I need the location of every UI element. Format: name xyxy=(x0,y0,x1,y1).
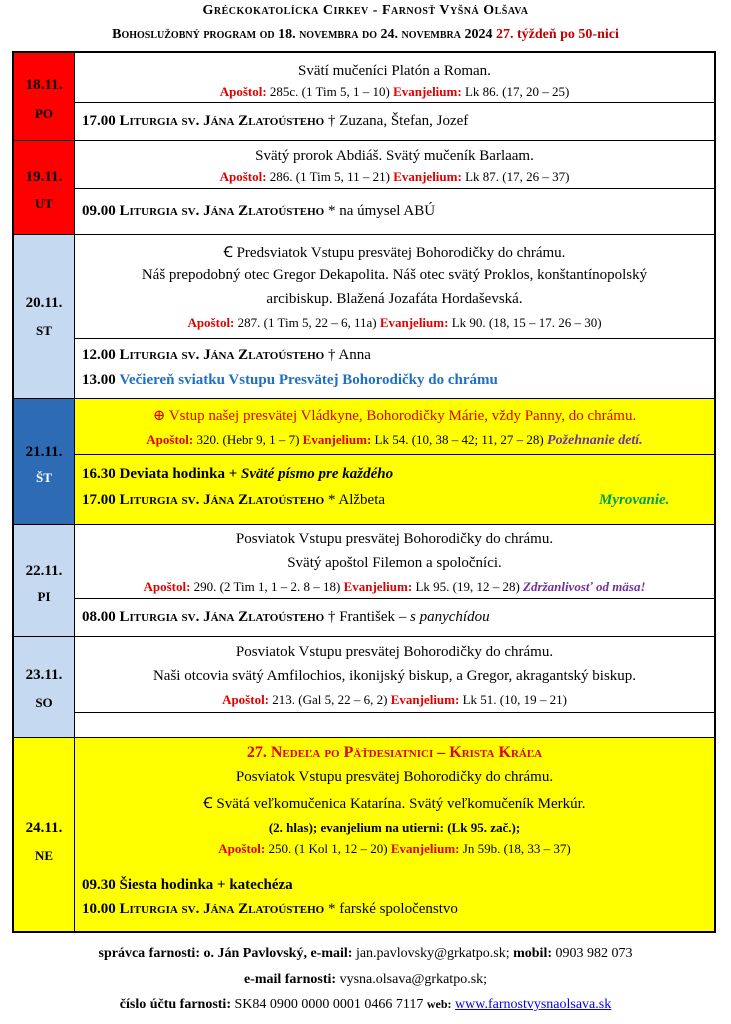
readings: Apoštol: 286. (1 Tim 5, 11 – 21) Evanjelium: Lk 87. (17, 26 – 37) xyxy=(219,169,570,184)
footer-admin-line: správca farnosti: o. Ján Pavlovský, e-mail: jan.pavlovsky@grkatpo.sk; mobil: 0903 982 073 xyxy=(98,946,633,961)
day-of-week: ST xyxy=(36,323,52,338)
service-row-18 xyxy=(75,103,714,141)
service-line-2: 13.00 Večiereň sviatku Vstupu Presvätej Bohorodičky do chrámu xyxy=(82,372,498,388)
service-row-19 xyxy=(75,189,714,235)
date: 20.11. xyxy=(25,295,63,311)
readings: Apoštol: 290. (2 Tim 1, 1 – 2. 8 – 18) Evanjelium: Lk 95. (19, 12 – 28) Zdržanlivosť od mäsa! xyxy=(143,579,646,594)
readings: Apoštol: 287. (1 Tim 5, 22 – 6, 11a) Evanjelium: Lk 90. (18, 15 – 17. 26 – 30) xyxy=(187,315,602,330)
header-title: Gréckokatolícka Cirkev - Farnosť Vyšná Olšava xyxy=(202,3,529,18)
feast-text: Svätí mučeníci Platón a Roman. xyxy=(298,63,491,79)
feast-row-24 xyxy=(75,738,714,931)
day-of-week: NE xyxy=(34,848,54,863)
date-cell-20 xyxy=(14,235,75,399)
service-line: 08.00 Liturgia sv. Jána Zlatoústeho † František – s panychídou xyxy=(82,609,490,625)
day-of-week: ŠT xyxy=(36,470,52,485)
feast-row-22 xyxy=(75,525,714,599)
service-line: 09.00 Liturgia sv. Jána Zlatoústeho * na úmysel ABÚ xyxy=(82,203,436,219)
readings: Apoštol: 213. (Gal 5, 22 – 6, 2) Evanjelium: Lk 51. (10, 19 – 21) xyxy=(222,692,567,707)
feast-text: Svätý prorok Abdiáš. Svätý mučeník Barlaam. xyxy=(255,148,534,164)
feast-row-23 xyxy=(75,637,714,713)
day-of-week: PI xyxy=(37,589,51,604)
parish-email[interactable]: vysna.olsava@grkatpo.sk; xyxy=(339,972,488,987)
feast-text-1: Posviatok Vstupu presvätej Bohorodičky do chrámu. xyxy=(235,531,554,547)
myrovanie-note: Myrovanie. xyxy=(599,492,670,508)
service-line: 17.00 Liturgia sv. Jána Zlatoústeho † Zuzana, Štefan, Jozef xyxy=(82,113,469,129)
feast-text-2: Naši otcovia svätý Amfilochios, ikonijský biskup, a Gregor, akragantský biskup. xyxy=(152,668,637,684)
service-row-22 xyxy=(75,599,714,637)
feast-row-21 xyxy=(75,399,714,455)
readings: Apoštol: 320. (Hebr 9, 1 – 7) Evanjelium: Lk 54. (10, 38 – 42; 11, 27 – 28) Požehnanie detí. xyxy=(146,432,643,448)
footer-account-line: číslo účtu farnosti: SK84 0900 0000 0001 0466 7117 web: www.farnostvysnaolsava.sk xyxy=(119,997,612,1012)
feast-text-1: Ꞓ Predsviatok Vstupu presvätej Bohorodičky do chrámu. xyxy=(223,245,566,261)
date: 24.11. xyxy=(25,820,63,836)
web-link[interactable]: www.farnostvysnaolsava.sk xyxy=(455,997,612,1012)
feast-text-3: arcibiskup. Blažená Jozafáta Hordaševská. xyxy=(266,291,523,307)
schedule-table xyxy=(12,51,716,933)
program-range: Bohoslužobný program od 18. novembra do 24. novembra 2024 xyxy=(112,27,493,42)
readings: Apoštol: 250. (1 Kol 1, 12 – 20) Evanjelium: Jn 59b. (18, 33 – 37) xyxy=(218,841,571,856)
footer-email-line: e-mail farnosti: vysna.olsava@grkatpo.sk; xyxy=(243,972,488,987)
date: 23.11. xyxy=(25,667,63,683)
date-cell-23 xyxy=(14,637,75,738)
feast-text: ⊕ Vstup našej presvätej Vládkyne, Bohorodičky Márie, vždy Panny, do chrámu. xyxy=(152,408,637,424)
feast-row-18 xyxy=(75,53,714,103)
admin-email[interactable]: jan.pavlovsky@grkatpo.sk; xyxy=(355,946,510,961)
date: 18.11. xyxy=(25,77,63,93)
feast-text-2: Náš prepodobný otec Gregor Dekapolita. Náš otec svätý Proklos, konštantínopolský xyxy=(141,267,648,283)
feast-text-1: Posviatok Vstupu presvätej Bohorodičky do chrámu. xyxy=(235,769,554,785)
service-row-21 xyxy=(75,455,714,525)
date-cell-22 xyxy=(14,525,75,637)
service-line-1: 16.30 Deviata hodinka + Sväté písmo pre každého xyxy=(82,466,394,482)
date-cell-24 xyxy=(14,738,75,931)
service-line-1: 12.00 Liturgia sv. Jána Zlatoústeho † Anna xyxy=(82,347,371,363)
service-line-1: 09.30 Šiesta hodinka + katechéza xyxy=(82,877,293,893)
date-cell-18 xyxy=(14,53,75,141)
feast-text-1: Posviatok Vstupu presvätej Bohorodičky do chrámu. xyxy=(235,644,554,660)
feast-text-2: Ꞓ Svätá veľkomučenica Katarína. Svätý veľkomučeník Merkúr. xyxy=(203,796,586,812)
day-of-week: UT xyxy=(34,196,54,211)
date-cell-21 xyxy=(14,399,75,525)
feast-text-2: Svätý apoštol Filemon a spoločníci. xyxy=(287,555,502,571)
sunday-title: 27. Nedeľa po Päťdesiatnici – Krista Kráľa xyxy=(246,744,543,761)
day-of-week: SO xyxy=(35,695,53,710)
date: 22.11. xyxy=(25,563,63,579)
date-cell-19 xyxy=(14,141,75,235)
day-of-week: PO xyxy=(34,106,54,121)
service-row-20 xyxy=(75,339,714,399)
feast-row-19 xyxy=(75,141,714,189)
header-program xyxy=(0,27,731,43)
hlas-line: (2. hlas); evanjelium na utierni: (Lk 95. zač.); xyxy=(268,820,521,835)
service-line-2: 17.00 Liturgia sv. Jána Zlatoústeho * Alžbeta xyxy=(82,492,386,508)
date: 21.11. xyxy=(25,444,63,460)
week-label: 27. týždeň po 50-nici xyxy=(495,27,619,42)
service-line-2: 10.00 Liturgia sv. Jána Zlatoústeho * farské spoločenstvo xyxy=(82,901,458,917)
readings: Apoštol: 285c. (1 Tim 5, 1 – 10) Evanjelium: Lk 86. (17, 20 – 25) xyxy=(219,84,570,99)
service-row-23 xyxy=(75,713,714,738)
feast-row-20 xyxy=(75,235,714,339)
date: 19.11. xyxy=(25,169,63,185)
